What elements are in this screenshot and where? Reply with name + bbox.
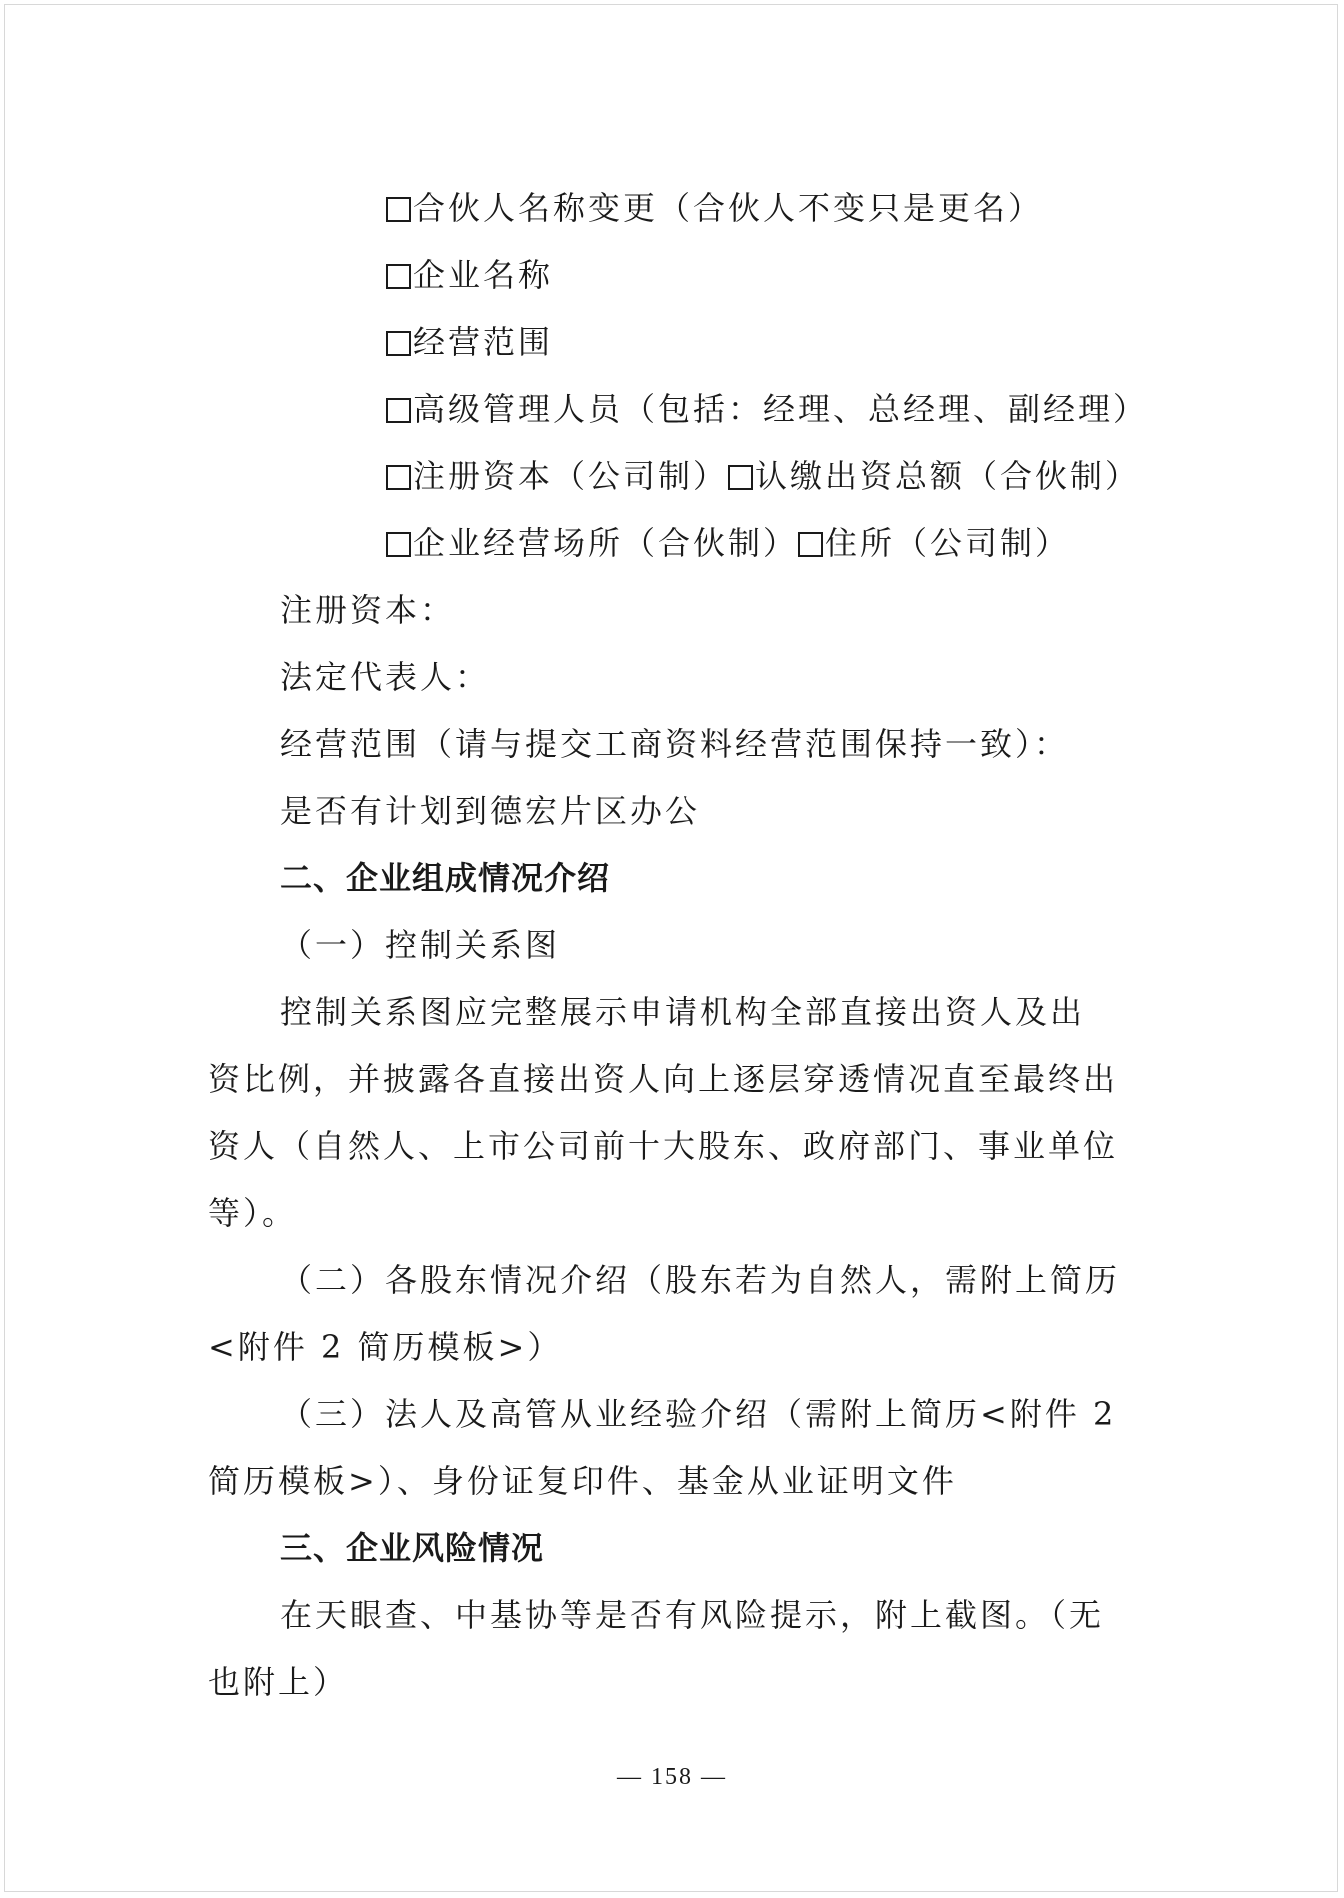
checkbox-label: 企业经营场所（合伙制） [413,524,799,562]
checkbox[interactable] [386,331,411,356]
checkbox-label: 注册资本（公司制） [413,457,729,495]
checklist-item-premises [386,523,1070,563]
checklist-item-enterprise-name [386,255,553,295]
paragraph-line: <附件 2 简历模板>） [208,1328,563,1366]
paragraph-line: 也附上） [208,1663,349,1701]
field-legal-representative: 法定代表人： [280,658,491,696]
checklist-item-partner-name-change [386,188,1043,228]
checkbox-label: 合伙人名称变更（合伙人不变只是更名） [413,189,1044,227]
checklist-item-business-scope [386,322,553,362]
checklist-item-senior-management [386,389,1148,429]
page-number: — 158 — [617,1764,727,1790]
paragraph-line: 简历模板>）、身份证复印件、基金从业证明文件 [208,1462,957,1500]
checkbox[interactable] [386,264,411,289]
checkbox[interactable] [386,532,411,557]
checkbox-label: 企业名称 [413,256,554,294]
checkbox[interactable] [728,465,753,490]
checkbox[interactable] [386,398,411,423]
subsection-heading: （一）控制关系图 [280,926,561,964]
section-heading: 二、企业组成情况介绍 [280,859,611,897]
subsection-heading: （二）各股东情况介绍（股东若为自然人，需附上简历 [280,1261,1121,1299]
paragraph-line: 资人（自然人、上市公司前十大股东、政府部门、事业单位 [208,1127,1119,1165]
paragraph-line: 在天眼查、中基协等是否有风险提示，附上截图。（无 [280,1596,1105,1634]
checklist-item-capital [386,456,1140,496]
checkbox[interactable] [386,465,411,490]
field-business-scope: 经营范围（请与提交工商资料经营范围保持一致）： [280,725,1070,763]
field-registered-capital: 注册资本： [280,591,456,629]
section-heading: 三、企业风险情况 [280,1529,545,1567]
checkbox-label: 住所（公司制） [825,524,1071,562]
paragraph-line: 等）。 [208,1194,298,1232]
checkbox-label: 经营范围 [413,323,554,361]
field-office-plan: 是否有计划到德宏片区办公 [280,792,701,830]
paragraph-line: 资比例，并披露各直接出资人向上逐层穿透情况直至最终出 [208,1060,1119,1098]
checkbox[interactable] [386,197,411,222]
checkbox-label: 认缴出资总额（合伙制） [755,457,1141,495]
paragraph-line: 控制关系图应完整展示申请机构全部直接出资人及出 [280,993,1086,1031]
checkbox[interactable] [798,532,823,557]
subsection-heading: （三）法人及高管从业经验介绍（需附上简历<附件 2 [280,1395,1117,1433]
checkbox-label: 高级管理人员（包括：经理、总经理、副经理） [413,390,1149,428]
